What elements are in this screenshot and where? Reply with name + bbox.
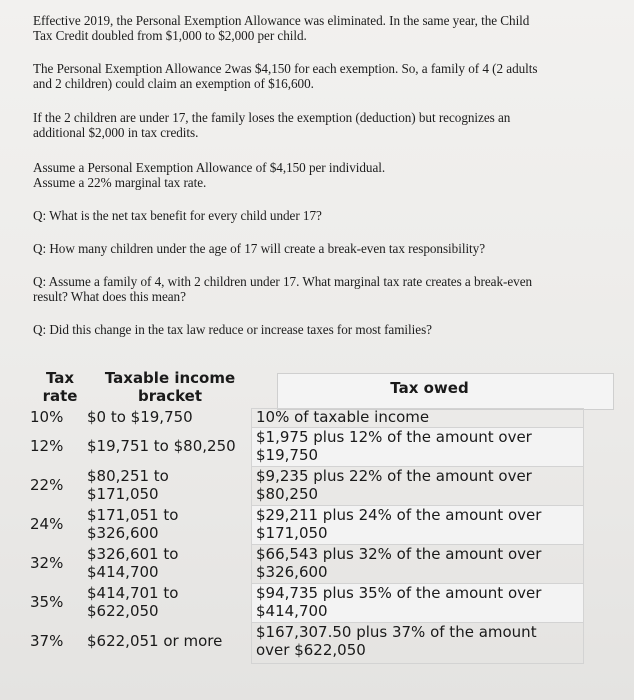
owed-cell [256, 429, 582, 464]
owed-cell [256, 624, 582, 659]
bracket-line: $622,051 or more [87, 632, 223, 650]
bracket-cell [87, 507, 255, 542]
question-4 [33, 322, 603, 337]
paragraph-children [33, 110, 603, 140]
paragraph-assumptions [33, 160, 603, 190]
text-line: Assume a Personal Exemption Allowance of $4,150 per individual. [33, 160, 386, 175]
owed-line: over $622,050 [256, 640, 366, 659]
text-line: result? What does this mean? [33, 289, 186, 304]
question-2 [33, 241, 603, 256]
text-line: The Personal Exemption Allowance 2was $4,150 for each exemption. So, a family of 4 (2 adults [33, 61, 538, 76]
rate-cell: 12% [30, 437, 64, 455]
bracket-line: $326,601 to [87, 545, 179, 563]
owed-line: $94,735 plus 35% of the amount over [256, 584, 542, 602]
owed-cell [256, 468, 582, 503]
rate-cell: 37% [30, 632, 64, 650]
owed-line: $414,700 [256, 601, 328, 620]
bracket-line: $171,050 [87, 484, 159, 503]
paragraph-exemption [33, 61, 603, 91]
bracket-line: $414,701 to [87, 584, 179, 602]
bracket-cell [87, 585, 255, 620]
question-3 [33, 274, 603, 304]
text-line: Q: Assume a family of 4, with 2 children under 17. What marginal tax rate creates a break-even [33, 274, 533, 289]
rate-cell: 10% [30, 408, 64, 426]
text-line: Q: What is the net tax benefit for every child under 17? [33, 208, 322, 223]
bracket-line: $326,600 [87, 523, 159, 542]
bracket-line: $19,751 to $80,250 [87, 437, 236, 455]
owed-line: $9,235 plus 22% of the amount over [256, 467, 532, 485]
header-text: bracket [137, 386, 203, 405]
owed-cell [256, 546, 582, 581]
header-taxable-income-bracket [90, 370, 250, 405]
rate-cell: 22% [30, 476, 64, 494]
bracket-cell [87, 633, 255, 651]
bracket-line: $0 to $19,750 [87, 408, 193, 426]
owed-line: $167,307.50 plus 37% of the amount [256, 623, 537, 641]
owed-line: $326,600 [256, 562, 328, 581]
text-line: additional $2,000 in tax credits. [33, 125, 199, 140]
owed-line: $29,211 plus 24% of the amount over [256, 506, 542, 524]
owed-cell [256, 507, 582, 542]
text-line: Tax Credit doubled from $1,000 to $2,000 per child. [33, 28, 307, 43]
rate-cell: 24% [30, 515, 64, 533]
owed-line: $1,975 plus 12% of the amount over [256, 428, 532, 446]
bracket-line: $80,251 to [87, 467, 169, 485]
owed-line: $66,543 plus 32% of the amount over [256, 545, 542, 563]
text-line: Q: How many children under the age of 17 will create a break-even tax responsibility? [33, 241, 486, 256]
owed-line: 10% of taxable income [256, 408, 430, 426]
header-text: Tax [45, 369, 75, 387]
owed-cell [256, 585, 582, 620]
bracket-cell [87, 409, 255, 427]
rate-cell: 35% [30, 593, 64, 611]
text-line: If the 2 children are under 17, the family loses the exemption (deduction) but recognizes an [33, 110, 511, 125]
bracket-cell [87, 546, 255, 581]
paragraph-intro [33, 13, 603, 43]
owed-line: $171,050 [256, 523, 328, 542]
text-line: Assume a 22% marginal tax rate. [33, 175, 207, 190]
bracket-cell [87, 468, 255, 503]
text-line: Q: Did this change in the tax law reduce or increase taxes for most families? [33, 322, 432, 337]
bracket-line: $414,700 [87, 562, 159, 581]
owed-cell [256, 409, 582, 427]
text-line: and 2 children) could claim an exemption of $16,600. [33, 76, 314, 91]
owed-line: $80,250 [256, 484, 319, 503]
owed-line: $19,750 [256, 445, 319, 464]
bracket-line: $171,051 to [87, 506, 179, 524]
rate-cell: 32% [30, 554, 64, 572]
header-tax-rate [30, 370, 90, 405]
question-1 [33, 208, 603, 223]
header-text: rate [42, 386, 78, 405]
header-text: Taxable income [104, 369, 236, 387]
header-tax-owed: Tax owed [390, 379, 469, 397]
text-line: Effective 2019, the Personal Exemption Allowance was eliminated. In the same year, the Child [33, 13, 530, 28]
bracket-line: $622,050 [87, 601, 159, 620]
bracket-cell [87, 438, 255, 456]
